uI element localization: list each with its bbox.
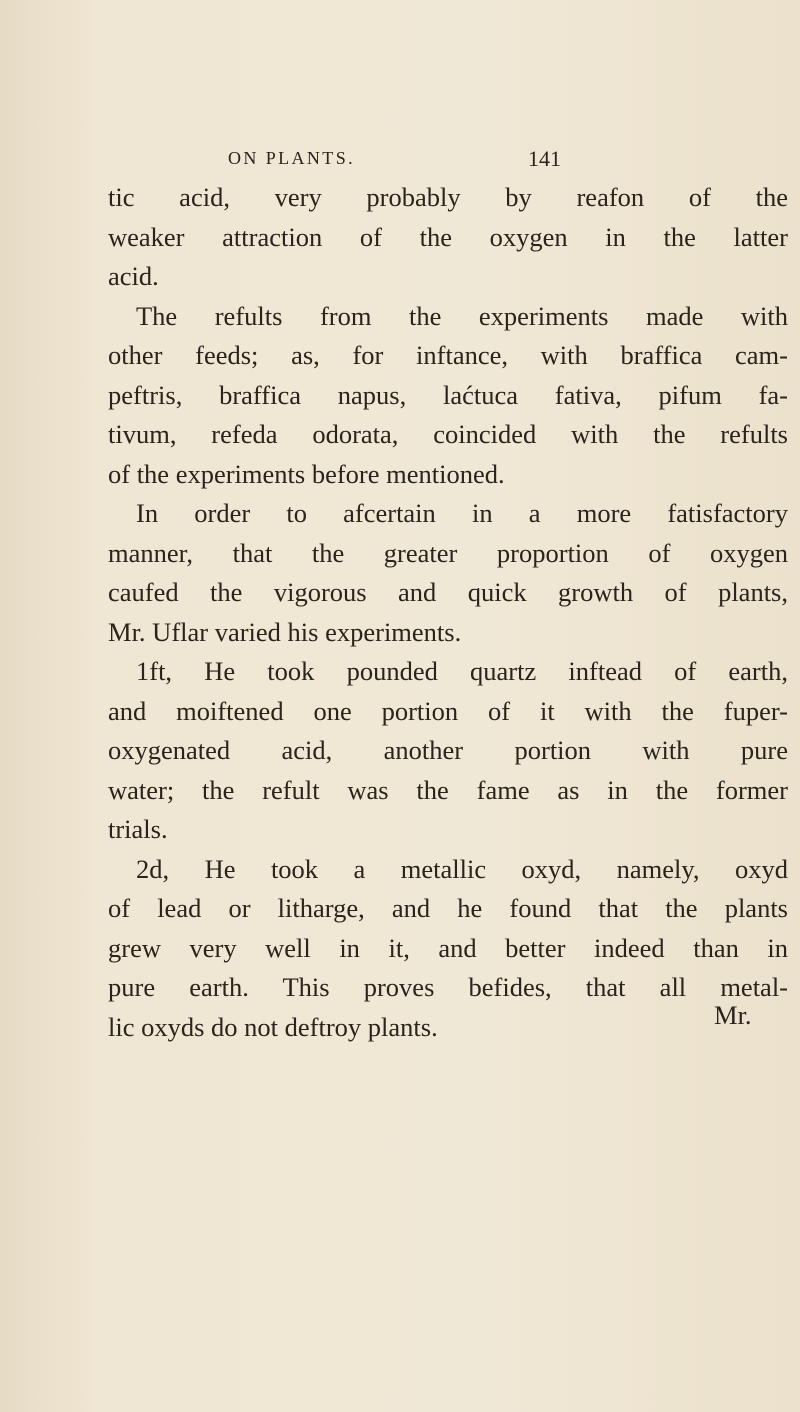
catchword: Mr.	[714, 1000, 752, 1030]
text-line: lic oxyds do not deftroy plants.	[108, 1011, 438, 1042]
text-line: peftris, braffica napus, laćtuca fativa, pifum fa-	[108, 379, 788, 410]
text-line: grew very well in it, and better indeed than in	[108, 932, 788, 963]
text-line: other feeds; as, for inftance, with braffica cam-	[108, 340, 788, 370]
text-line: tivum, refeda odorata, coincided with the refults	[108, 419, 788, 449]
text-line: acid.	[108, 261, 159, 291]
text-line: and moiftened one portion of it with the fuper-	[108, 695, 788, 726]
text-line: 2d, He took a metallic oxyd, namely, oxyd	[136, 853, 788, 884]
text-line: 1ft, He took pounded quartz inftead of earth,	[136, 656, 788, 686]
running-head: ON PLANTS.	[228, 148, 356, 168]
text-line: tic acid, very probably by reafon of the	[108, 182, 788, 212]
page-number: 141	[528, 146, 561, 171]
text-line: oxygenated acid, another portion with pure	[108, 735, 788, 765]
text-line: Mr. Uflar varied his experiments.	[108, 616, 462, 647]
page-header	[0, 148, 800, 178]
body-text	[108, 178, 788, 1047]
text-line: of lead or litharge, and he found that the plants	[108, 893, 788, 923]
text-line: trials.	[108, 814, 168, 844]
text-line: water; the refult was the fame as in the former	[108, 774, 788, 805]
text-line: In order to afcertain in a more fatisfactory	[136, 498, 788, 528]
text-line: pure earth. This proves befides, that all metal-	[108, 972, 788, 1002]
text-line: manner, that the greater proportion of oxygen	[108, 537, 788, 568]
text-line: The refults from the experiments made with	[136, 300, 788, 331]
text-line: caufed the vigorous and quick growth of plants,	[108, 577, 788, 607]
text-line: of the experiments before mentioned.	[108, 458, 505, 489]
text-line: weaker attraction of the oxygen in the latter	[108, 221, 788, 252]
